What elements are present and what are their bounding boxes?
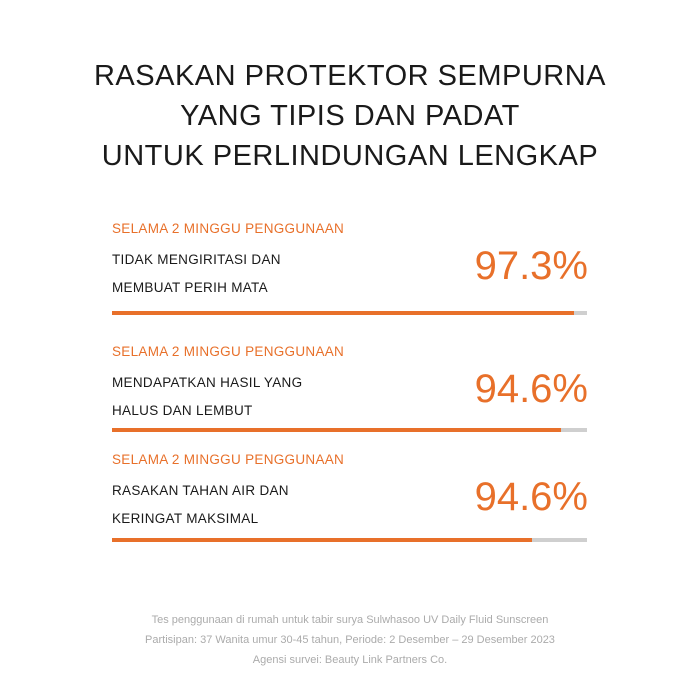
progress-fill xyxy=(112,311,574,315)
progress-fill xyxy=(112,538,532,542)
stat-eyebrow: SELAMA 2 MINGGU PENGGUNAAN xyxy=(112,452,345,467)
headline xyxy=(0,56,700,176)
stat-description-line: RASAKAN TAHAN AIR DAN xyxy=(112,483,289,498)
stat-eyebrow: SELAMA 2 MINGGU PENGGUNAAN xyxy=(112,344,345,359)
stat-description-line: HALUS DAN LEMBUT xyxy=(112,403,253,418)
stat-description xyxy=(112,477,289,533)
progress-fill xyxy=(112,428,561,432)
progress-track xyxy=(112,311,587,315)
stat-percentage: 94.6% xyxy=(474,475,588,519)
stat-description xyxy=(112,369,302,425)
stat-description-line: TIDAK MENGIRITASI DAN xyxy=(112,252,281,267)
stat-description-line: MEMBUAT PERIH MATA xyxy=(112,280,268,295)
headline-line: RASAKAN PROTEKTOR SEMPURNA xyxy=(93,60,606,92)
footnote-line: Agensi survei: Beauty Link Partners Co. xyxy=(252,654,448,666)
stat-eyebrow: SELAMA 2 MINGGU PENGGUNAAN xyxy=(112,221,345,236)
headline-line: YANG TIPIS DAN PADAT xyxy=(180,100,520,132)
footnote xyxy=(0,610,700,670)
stat-percentage: 94.6% xyxy=(474,367,588,411)
progress-track xyxy=(112,428,587,432)
headline-line: UNTUK PERLINDUNGAN LENGKAP xyxy=(101,140,599,172)
progress-track xyxy=(112,538,587,542)
stat-description xyxy=(112,246,281,302)
stat-description-line: KERINGAT MAKSIMAL xyxy=(112,511,259,526)
footnote-line: Tes penggunaan di rumah untuk tabir surya Sulwhasoo UV Daily Fluid Sunscreen xyxy=(151,614,549,626)
stat-percentage: 97.3% xyxy=(474,244,588,288)
footnote-line: Partisipan: 37 Wanita umur 30-45 tahun, Periode: 2 Desember – 29 Desember 2023 xyxy=(145,634,555,646)
stat-description-line: MENDAPATKAN HASIL YANG xyxy=(112,375,303,390)
